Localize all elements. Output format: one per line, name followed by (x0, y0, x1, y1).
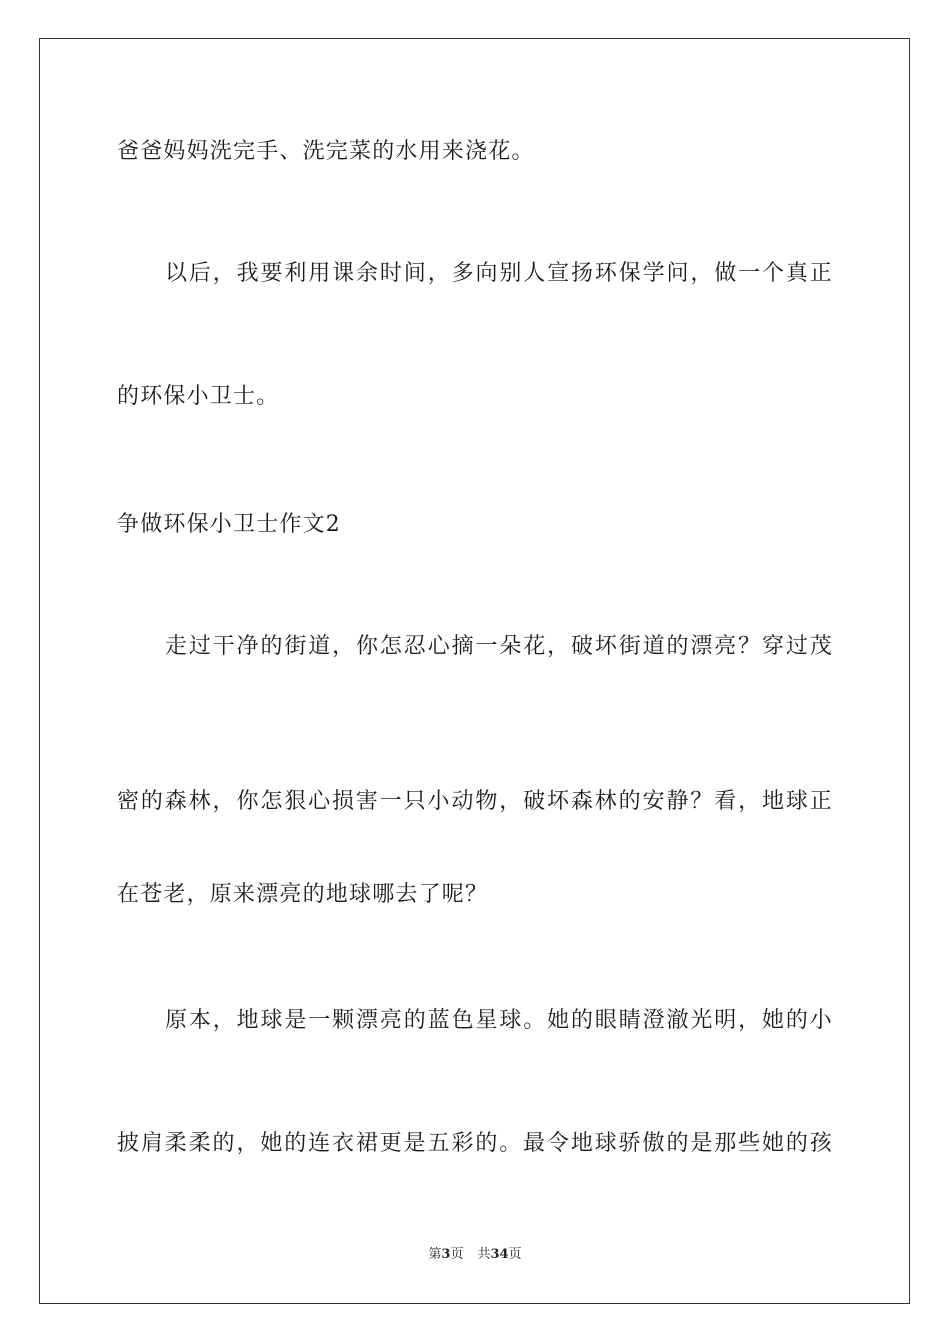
text-line-7: 在苍老，原来漂亮的地球哪去了呢？ (117, 882, 489, 907)
footer-total-suffix: 页 (508, 1247, 522, 1262)
page-footer (0, 1246, 950, 1264)
footer-total-prefix: 共 (477, 1247, 491, 1262)
text-line-6: 密的森林，你怎狠心损害一只小动物，破坏森林的安静？看，地球正 (117, 789, 833, 814)
page-border (39, 38, 910, 1304)
text-line-2: 以后，我要利用课余时间，多向别人宣扬环保学问，做一个真正 (165, 261, 833, 286)
footer-page-prefix: 第 (428, 1247, 442, 1262)
footer-total-pages: 34 (490, 1247, 509, 1262)
text-line-5: 走过干净的街道，你怎忍心摘一朵花，破坏街道的漂亮？穿过茂 (165, 634, 833, 659)
text-line-1: 爸爸妈妈洗完手、洗完菜的水用来浇花。 (117, 139, 535, 164)
text-line-8: 原本，地球是一颗漂亮的蓝色星球。她的眼睛澄澈光明，她的小 (165, 1008, 833, 1033)
text-line-9: 披肩柔柔的，她的连衣裙更是五彩的。最令地球骄傲的是那些她的孩 (117, 1131, 833, 1156)
section-heading: 争做环保小卫士作文2 (117, 512, 341, 537)
footer-page-suffix: 页 (450, 1247, 464, 1262)
footer-page-number: 3 (441, 1247, 451, 1262)
text-line-3: 的环保小卫士。 (117, 384, 280, 409)
